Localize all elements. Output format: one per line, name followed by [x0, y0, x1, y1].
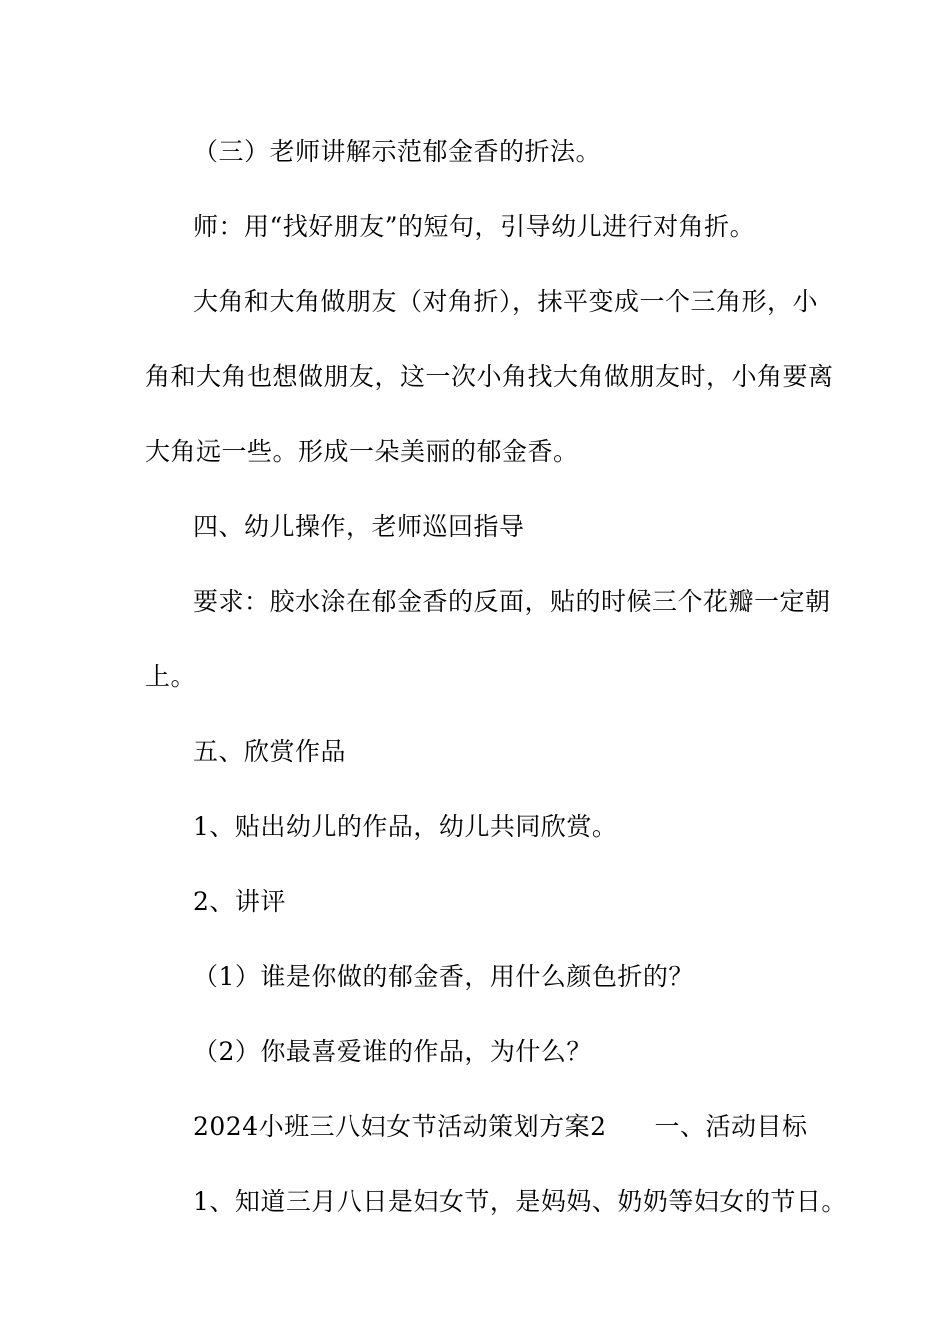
- plan-title-line: [193, 1112, 808, 1142]
- list-item-question-2: （2）你最喜爱谁的作品，为什么？: [193, 1037, 592, 1066]
- paragraph-fold-line-1: 大角和大角做朋友（对角折），抹平变成一个三角形，小: [193, 287, 819, 316]
- list-item-question-1: （1）谁是你做的郁金香，用什么颜色折的？: [193, 962, 694, 991]
- section-heading-appreciate: 五、欣赏作品: [193, 737, 347, 766]
- paragraph-fold-line-2: 角和大角也想做朋友，这一次小角找大角做朋友时，小角要离: [145, 362, 834, 391]
- list-item-goal-1: 1、知道三月八日是妇女节，是妈妈、奶奶等妇女的节日。: [193, 1187, 847, 1216]
- paragraph-fold-line-3: 大角远一些。形成一朵美丽的郁金香。: [145, 437, 579, 466]
- list-item-comment: 2、讲评: [193, 887, 286, 916]
- paragraph-requirement-line-1: 要求：胶水涂在郁金香的反面，贴的时候三个花瓣一定朝: [193, 587, 831, 616]
- plan-title: 2024小班三八妇女节活动策划方案2: [193, 1112, 607, 1141]
- paragraph-step-three: （三）老师讲解示范郁金香的折法。: [193, 137, 602, 166]
- paragraph-requirement-line-2: 上。: [145, 662, 197, 691]
- paragraph-teacher-guide: 师：用“找好朋友”的短句，引导幼儿进行对角折。: [193, 212, 756, 241]
- list-item-display: 1、贴出幼儿的作品，幼儿共同欣赏。: [193, 812, 618, 841]
- section-heading-operation: 四、幼儿操作，老师巡回指导: [193, 512, 525, 541]
- section-heading-goals: 一、活动目标: [654, 1112, 808, 1141]
